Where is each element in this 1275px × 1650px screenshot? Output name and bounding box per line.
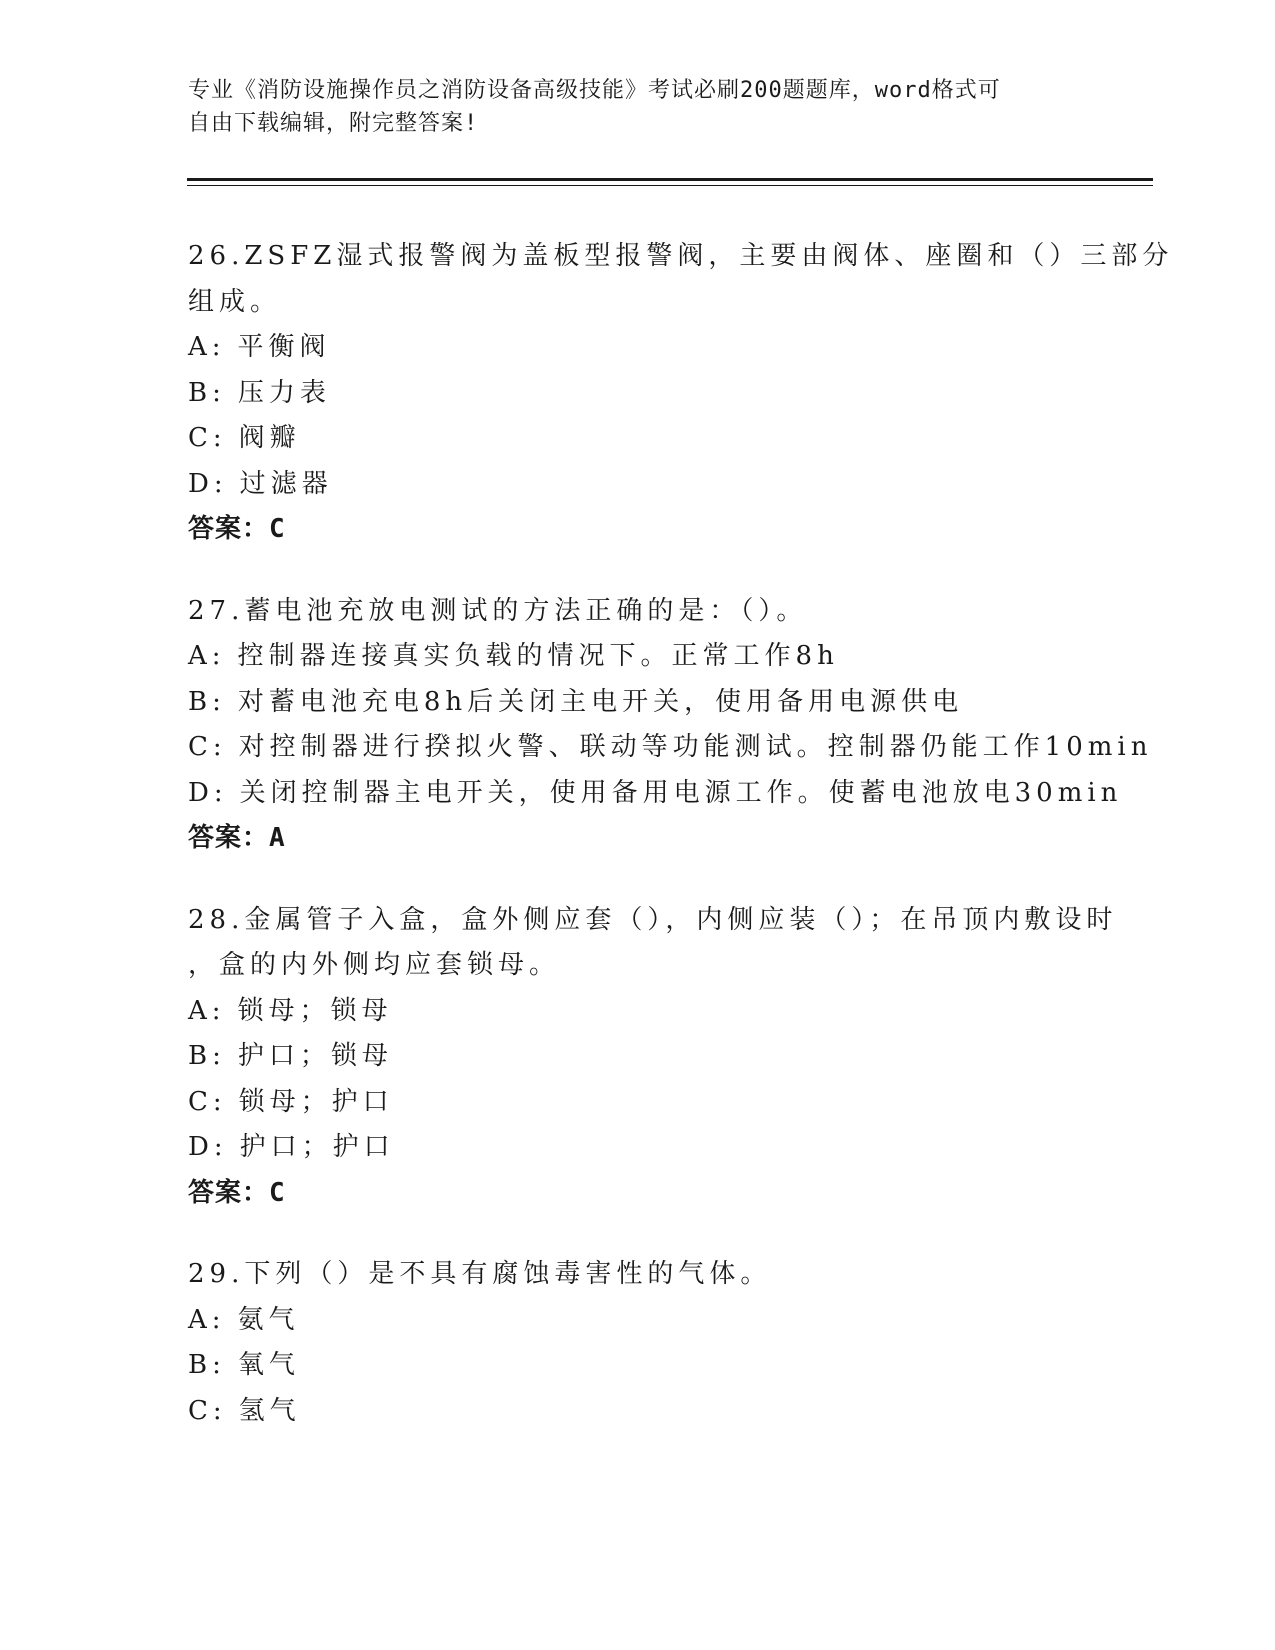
header-line-1: 专业《消防设施操作员之消防设备高级技能》考试必刷200题题库，word格式可 [188, 78, 1001, 103]
option-text: 对蓄电池充电8h后关闭主电开关，使用备用电源供电 [237, 686, 964, 717]
option-a [188, 989, 1088, 1035]
option-letter: C: [188, 1395, 227, 1426]
option-letter: C: [188, 423, 227, 453]
option-text: 护口；护口 [239, 1132, 395, 1162]
question-stem-continued: 组成。 [188, 286, 282, 317]
option-text: 过滤器 [239, 468, 333, 499]
option-c [188, 1389, 1088, 1435]
option-letter: D: [188, 1132, 228, 1162]
header-divider-thin [187, 185, 1153, 186]
option-text: 锁母；护口 [238, 1086, 394, 1117]
option-text: 控制器连接真实负载的情况下。正常工作8h [237, 641, 839, 671]
option-letter: A: [188, 1304, 226, 1335]
option-text: 锁母；锁母 [237, 995, 393, 1026]
option-text: 对控制器进行揆拟火警、联动等功能测试。控制器仍能工作10min [238, 732, 1153, 762]
option-b [188, 371, 1088, 417]
option-text: 护口；锁母 [237, 1041, 393, 1071]
option-text: 氨气 [237, 1304, 300, 1335]
question-26 [188, 234, 1174, 553]
question-stem: 26.ZSFZ湿式报警阀为盖板型报警阀，主要由阀体、座圈和（）三部分 [188, 241, 1174, 271]
question-29 [188, 1252, 1088, 1434]
option-letter: A: [188, 995, 226, 1026]
answer-line: 答案：C [188, 514, 286, 544]
option-b [188, 1343, 1088, 1389]
option-b [188, 1034, 1088, 1080]
option-letter: B: [188, 1041, 226, 1071]
option-c [188, 1080, 1088, 1126]
option-c [188, 416, 1088, 462]
option-d [188, 462, 1088, 508]
header-divider-thick [187, 178, 1153, 181]
option-letter: D: [188, 468, 228, 499]
option-text: 氢气 [238, 1395, 301, 1426]
option-a [188, 325, 1088, 371]
option-letter: C: [188, 732, 227, 762]
answer-line: 答案：C [188, 1177, 286, 1208]
option-c [188, 725, 1153, 771]
question-list [188, 234, 1174, 1470]
option-letter: B: [188, 377, 226, 408]
option-text: 关闭控制器主电开关，使用备用电源工作。使蓄电池放电30min [239, 777, 1123, 808]
question-stem: 29.下列（）是不具有腐蚀毒害性的气体。 [188, 1259, 772, 1289]
option-b [188, 680, 1088, 726]
header-line-2: 自由下载编辑，附完整答案! [188, 111, 479, 136]
option-d [188, 771, 1123, 817]
option-letter: B: [188, 1350, 226, 1380]
option-text: 平衡阀 [237, 332, 331, 362]
question-28 [188, 898, 1118, 1217]
option-text: 氧气 [237, 1350, 300, 1380]
option-letter: C: [188, 1086, 227, 1117]
option-d [188, 1125, 1088, 1171]
answer-line: 答案：A [188, 823, 286, 853]
question-stem: 27.蓄电池充放电测试的方法正确的是：（）。 [188, 595, 808, 626]
question-stem: 28.金属管子入盒，盒外侧应套（），内侧应装（）；在吊顶内敷设时 [188, 904, 1118, 935]
option-letter: A: [188, 332, 226, 362]
option-letter: A: [188, 641, 226, 671]
option-text: 压力表 [237, 377, 331, 408]
option-letter: D: [188, 777, 228, 808]
option-a [188, 1298, 1088, 1344]
question-27 [188, 589, 1153, 862]
question-stem-continued: ，盒的内外侧均应套锁母。 [188, 950, 561, 980]
option-a [188, 634, 1088, 680]
option-letter: B: [188, 686, 226, 717]
option-text: 阀瓣 [238, 423, 301, 453]
document-header [188, 74, 1088, 140]
